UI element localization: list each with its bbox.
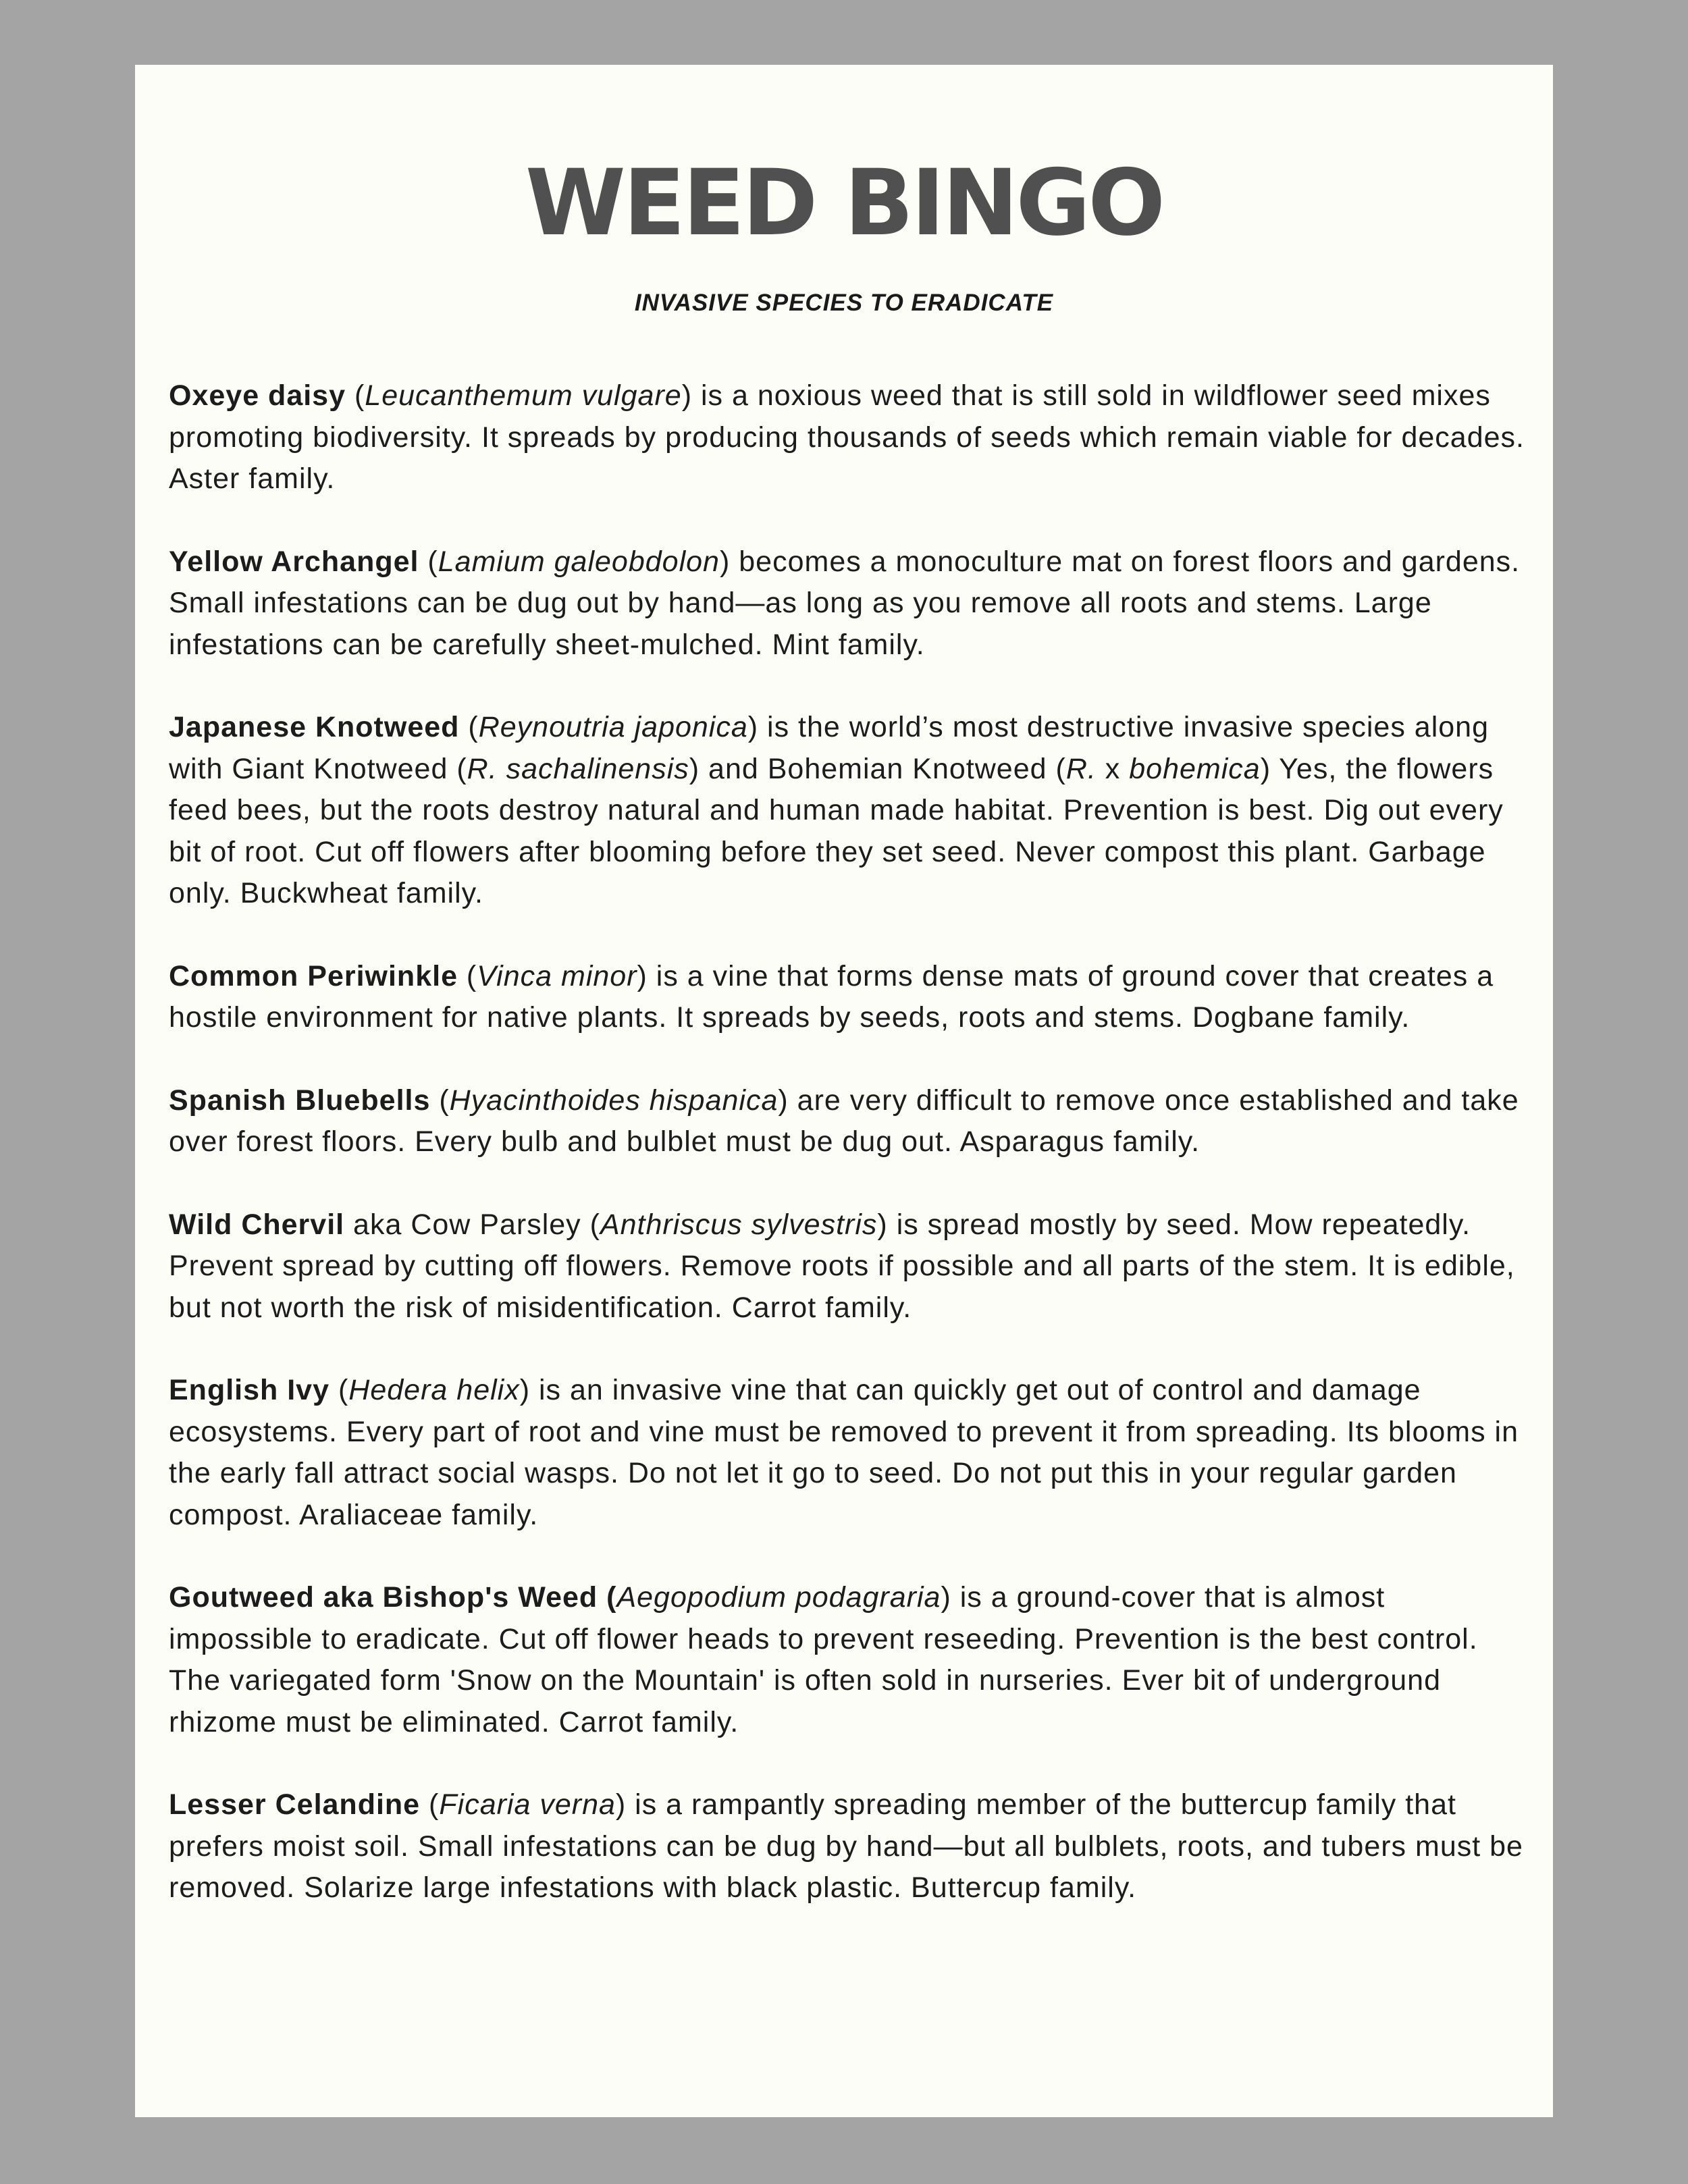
species-name: Common Periwinkle — [169, 959, 458, 992]
species-list — [169, 375, 1533, 1950]
page-title: WEED BINGO — [525, 150, 1163, 256]
species-name: Yellow Archangel — [169, 545, 419, 578]
species-latin-name: Anthriscus sylvestris — [600, 1208, 878, 1241]
species-description: ) are very difficult to remove once established and take over forest floors. Every bulb and bulblet must be dug out. Asparagus family. — [169, 1084, 1519, 1158]
species-latin-name: Lamium galeobdolon — [438, 545, 720, 578]
species-latin-name-bohemian: bohemica — [1129, 752, 1261, 785]
species-latin-name: Hedera helix — [348, 1374, 520, 1406]
species-entry-goutweed — [169, 1577, 1533, 1743]
species-entry-english-ivy: English Ivy (Hedera helix) is an invasive vine that can quickly get out of control and damage ecosystems. Every part of root and vine must be removed to prevent it from spreading. Its blooms in the early fall attract social wasps. Do not let it go to seed. Do not put this in your regular garden compost. Araliaceae family. — [169, 1374, 1519, 1531]
species-aka: aka Cow Parsley ( — [344, 1208, 600, 1241]
species-description: ) is a rampantly spreading member of the buttercup family that prefers moist soil. Small infestations can be dug by hand—but all bulblets, roots, and tubers must be removed. Solarize large infestations with black plastic. Buttercup family. — [169, 1788, 1523, 1904]
species-entry-lesser-celandine: Lesser Celandine (Ficaria verna) is a rampantly spreading member of the buttercup family that prefers moist soil. Small infestations can be dug by hand—but all bulblets, roots, and tubers must be removed. Solarize large infestations with black plastic. Buttercup family. — [169, 1788, 1523, 1904]
species-name: Spanish Bluebells — [169, 1084, 431, 1117]
species-latin-name: Aegopodium podagraria — [616, 1581, 941, 1614]
species-description: ) is a noxious weed that is still sold in wildflower seed mixes promoting biodiversity. It spreads by producing thousands of seeds which remain viable for decades. Aster family. — [169, 379, 1525, 495]
species-name: Goutweed aka Bishop's Weed ( — [169, 1581, 617, 1614]
species-description: ) is spread mostly by seed. Mow repeatedly. Prevent spread by cutting off flowers. Remove roots if possible and all parts of the stem. It is edible, but not worth the risk of misidentification. Carrot family. — [169, 1208, 1515, 1324]
species-description: x — [1096, 752, 1130, 785]
species-latin-name: Vinca minor — [477, 959, 637, 992]
species-latin-name-bohemian-genus: R. — [1065, 752, 1097, 785]
species-entry-oxeye-daisy: Oxeye daisy (Leucanthemum vulgare) is a noxious weed that is still sold in wildflower seed mixes promoting biodiversity. It spreads by producing thousands of seeds which remain viable for decades. Aster family. — [169, 379, 1525, 495]
species-entry-yellow-archangel: Yellow Archangel (Lamium galeobdolon) becomes a monoculture mat on forest floors and gardens. Small infestations can be dug out by hand—as long as you remove all roots and stems. Large infestations can be carefully sheet-mulched. Mint family. — [169, 545, 1521, 661]
species-latin-name: Hyacinthoides hispanica — [449, 1084, 779, 1117]
species-entry-common-periwinkle: Common Periwinkle (Vinca minor) is a vine that forms dense mats of ground cover that creates a hostile environment for native plants. It spreads by seeds, roots and stems. Dogbane family. — [169, 959, 1494, 1034]
species-description: ) is a ground-cover that is almost impossible to eradicate. Cut off flower heads to prevent reseeding. Prevention is the best control. The variegated form 'Snow on the Mountain' is often sold in nurseries. Ever bit of underground rhizome must be eliminated. Carrot family. — [169, 1581, 1478, 1738]
species-latin-name: Reynoutria japonica — [478, 711, 748, 743]
species-description: ) and Bohemian Knotweed ( — [689, 752, 1066, 785]
species-latin-name: Ficaria verna — [439, 1788, 616, 1821]
species-description: ) is an invasive vine that can quickly get out of control and damage ecosystems. Every part of root and vine must be removed to prevent it from spreading. Its blooms in the early fall attract social wasps. Do not let it go to seed. Do not put this in your regular garden compost. Araliaceae family. — [169, 1374, 1519, 1531]
species-name: Lesser Celandine — [169, 1788, 421, 1821]
species-description: ) is a vine that forms dense mats of ground cover that creates a hostile environment for native plants. It spreads by seeds, roots and stems. Dogbane family. — [169, 959, 1494, 1034]
species-description: ) is the world’s most destructive invasive species along with Giant Knotweed ( — [169, 711, 1489, 785]
species-name: English Ivy — [169, 1374, 330, 1406]
page-subtitle: INVASIVE SPECIES TO ERADICATE — [634, 290, 1054, 316]
species-description: ) becomes a monoculture mat on forest floors and gardens. Small infestations can be dug out by hand—as long as you remove all roots and stems. Large infestations can be carefully sheet-mulched. Mint family. — [169, 545, 1521, 661]
species-latin-name: Leucanthemum vulgare — [365, 379, 682, 412]
species-latin-name-giant: R. sachalinensis — [467, 752, 689, 785]
species-name: Wild Chervil — [169, 1208, 345, 1241]
species-entry-wild-chervil — [169, 1204, 1533, 1329]
species-name: Oxeye daisy — [169, 379, 346, 412]
species-entry-spanish-bluebells: Spanish Bluebells (Hyacinthoides hispanica) are very difficult to remove once established and take over forest floors. Every bulb and bulblet must be dug out. Asparagus family. — [169, 1084, 1519, 1158]
species-description: ) Yes, the flowers feed bees, but the roots destroy natural and human made habitat. Prevention is best. Dig out every bit of root. Cut off flowers after blooming before they set seed. Never compost this plant. Garbage only. Buckwheat family. — [169, 752, 1504, 909]
document-page — [135, 65, 1553, 2117]
species-entry-japanese-knotweed: Japanese Knotweed (Reynoutria japonica) is the world’s most destructive invasive species along with Giant Knotweed (R. sachalinensis) and Bohemian Knotweed (R. x bohemica) Yes, the flowers feed bees, but the roots destroy natural and human made habitat. Prevention is best. Dig out every bit of root. Cut off flowers after blooming before they set seed. Never compost this plant. Garbage only. Buckwheat family. — [169, 711, 1504, 909]
species-name: Japanese Knotweed — [169, 711, 460, 743]
